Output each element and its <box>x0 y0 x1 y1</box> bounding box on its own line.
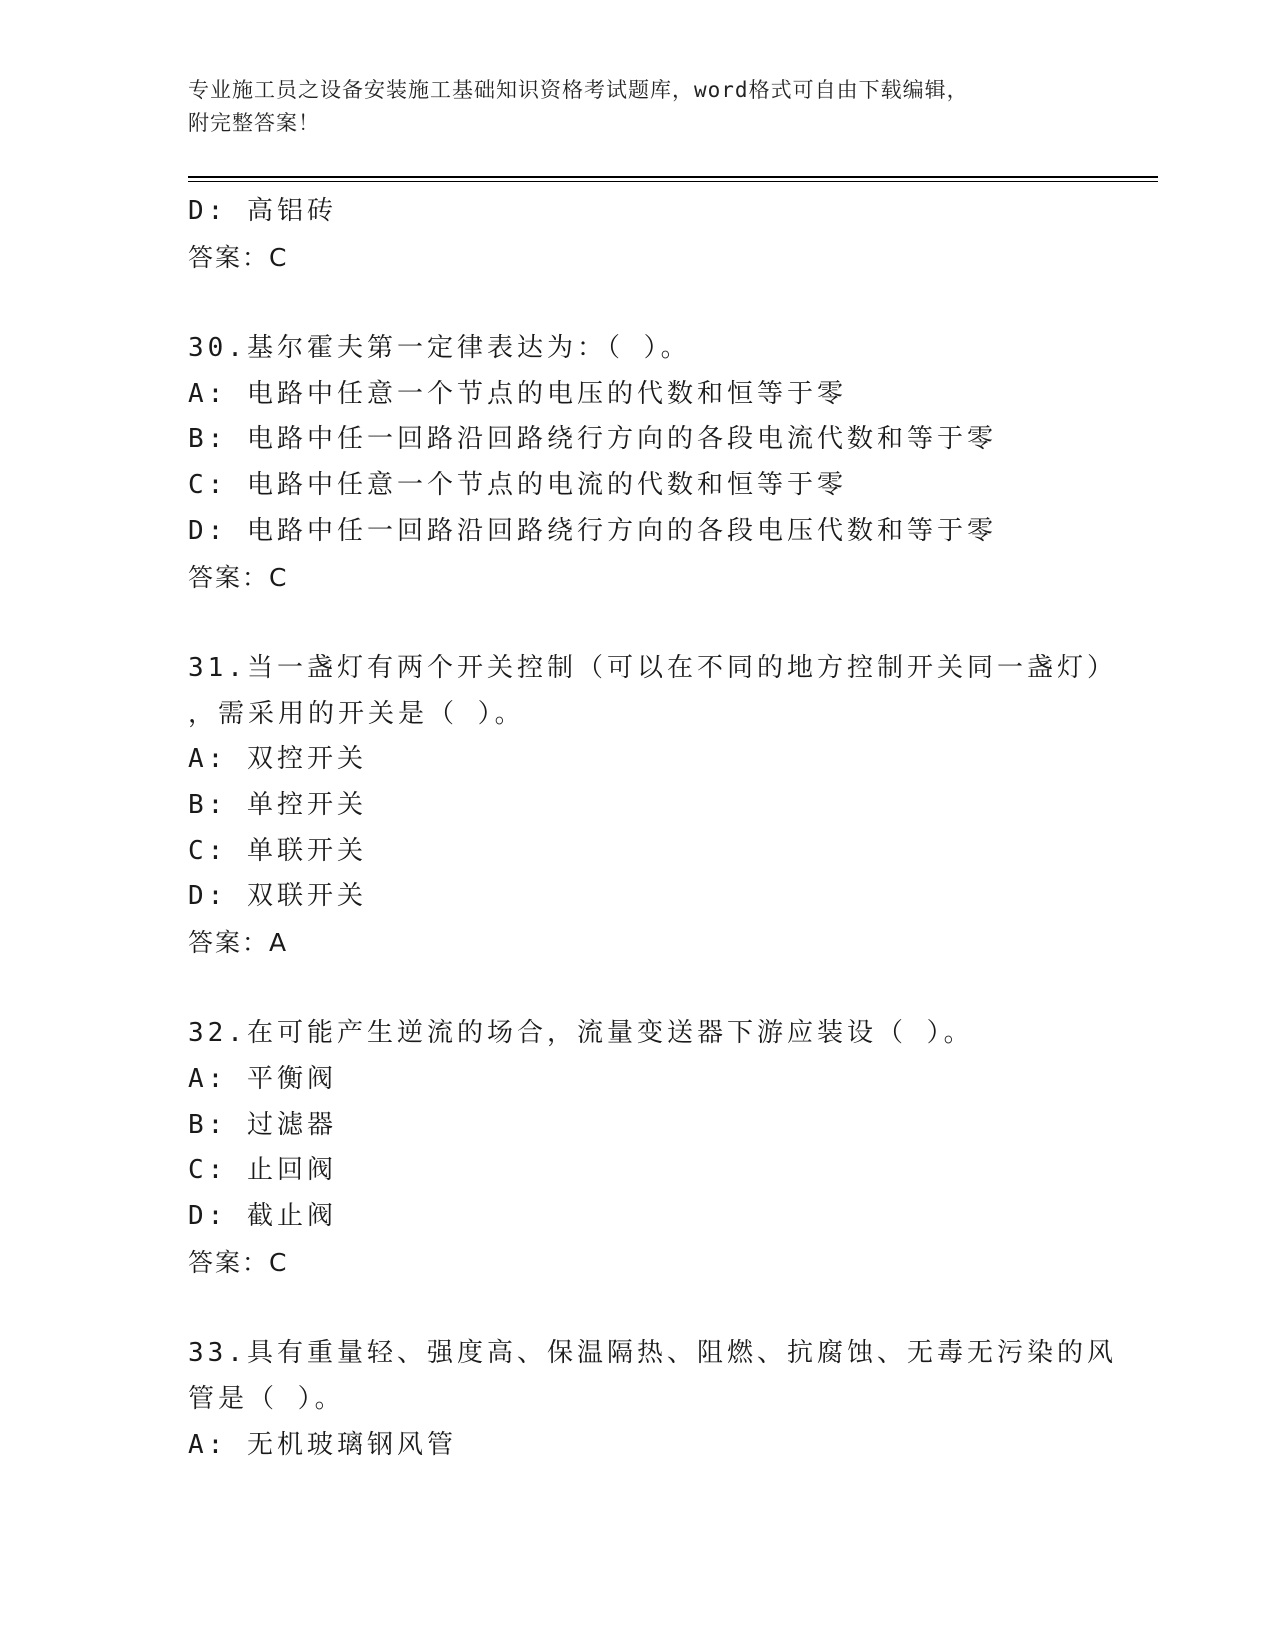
question-stem: 32.在可能产生逆流的场合，流量变送器下游应装设（ ）。 <box>188 1018 974 1049</box>
answer-line: 答案：C <box>188 1247 289 1277</box>
spacer <box>188 600 1158 646</box>
option-c: C: 止回阀 <box>188 1155 337 1186</box>
option-d: D: 截止阀 <box>188 1201 337 1232</box>
question-32 <box>188 1011 1158 1285</box>
header-rule-thin <box>188 181 1158 182</box>
header-title-line-2: 附完整答案！ <box>188 111 320 135</box>
question-stem-continued: ，需采用的开关是（ ）。 <box>188 698 525 729</box>
option-b: B: 单控开关 <box>188 789 367 820</box>
answer-line: 答案：C <box>188 562 289 592</box>
document-page <box>188 0 1158 1650</box>
answer-line: 答案：A <box>188 928 289 957</box>
spacer <box>188 280 1158 326</box>
option-a: A: 电路中任意一个节点的电压的代数和恒等于零 <box>188 378 847 409</box>
answer-line: 答案：C <box>188 242 289 272</box>
header-rule <box>188 176 1158 178</box>
option-b: B: 过滤器 <box>188 1109 337 1140</box>
option-a: A: 无机玻璃钢风管 <box>188 1429 457 1460</box>
question-stem: 31.当一盏灯有两个开关控制（可以在不同的地方控制开关同一盏灯） <box>188 652 1117 683</box>
option-d: D: 双联开关 <box>188 881 367 912</box>
page-header <box>188 74 1088 140</box>
question-stem-continued: 管是（ ）。 <box>188 1383 345 1414</box>
option-a: A: 双控开关 <box>188 744 367 775</box>
question-list <box>188 189 1158 1468</box>
option-b: B: 电路中任一回路沿回路绕行方向的各段电流代数和等于零 <box>188 424 997 455</box>
question-stem: 30.基尔霍夫第一定律表达为：（ ）。 <box>188 333 691 364</box>
option-c: C: 电路中任意一个节点的电流的代数和恒等于零 <box>188 470 847 501</box>
option-a: A: 平衡阀 <box>188 1064 337 1095</box>
option-d: D: 电路中任一回路沿回路绕行方向的各段电压代数和等于零 <box>188 515 997 546</box>
question-30 <box>188 326 1158 600</box>
header-title-line-1: 专业施工员之设备安装施工基础知识资格考试题库，word格式可自由下载编辑， <box>188 78 969 102</box>
spacer <box>188 1286 1158 1332</box>
spacer <box>188 966 1158 1012</box>
question-29-tail <box>188 189 1158 280</box>
option-d: D: 高铝砖 <box>188 196 337 226</box>
question-31 <box>188 646 1158 966</box>
question-stem: 33.具有重量轻、强度高、保温隔热、阻燃、抗腐蚀、无毒无污染的风 <box>188 1338 1117 1369</box>
question-33 <box>188 1331 1158 1468</box>
option-c: C: 单联开关 <box>188 835 367 866</box>
